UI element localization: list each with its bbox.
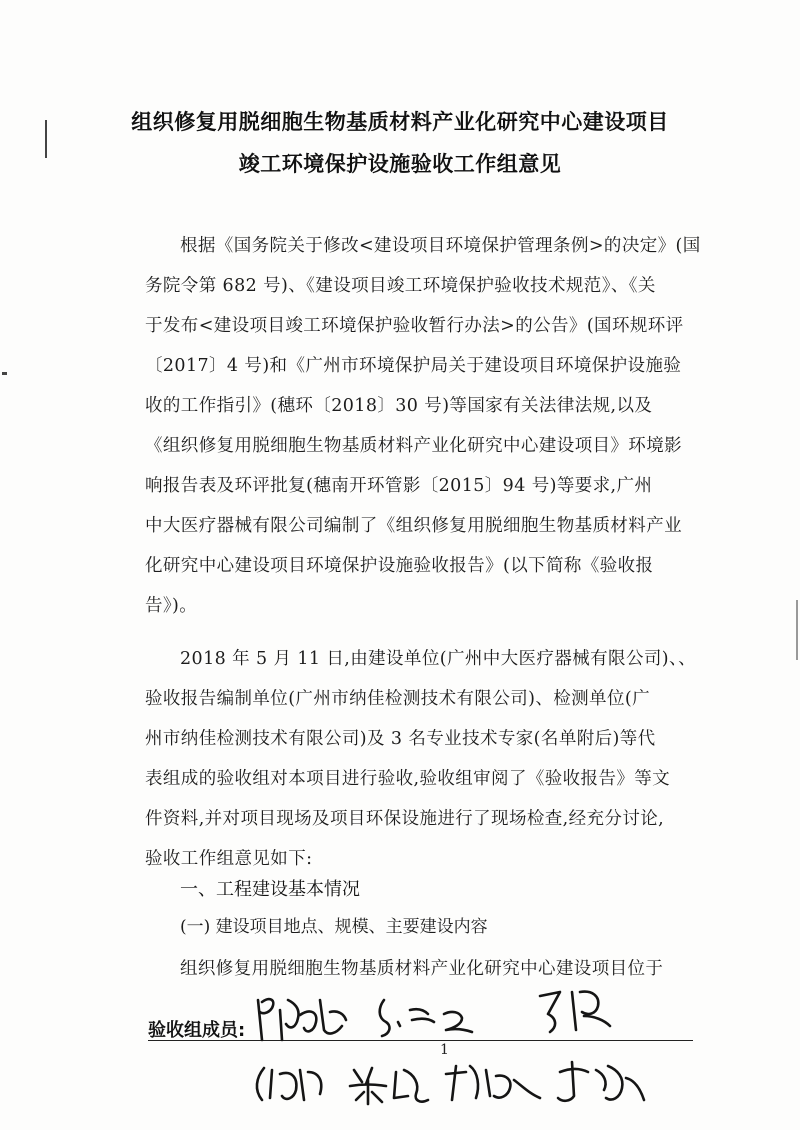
paragraph-1-line: 收的工作指引》(穗环〔2018〕30 号)等国家有关法律法规,以及 (145, 396, 653, 416)
signature-7 (558, 1062, 644, 1101)
paragraph-1-line: 于发布<建设项目竣工环境保护验收暂行办法>的公告》(国环规环评 (145, 316, 684, 336)
paragraph-2-line: 表组成的验收组对本项目进行验收,验收组审阅了《验收报告》等文 (145, 769, 671, 789)
signature-6 (446, 1066, 540, 1100)
paragraph-2-line: 件资料,并对项目现场及项目环保设施进行了现场检查,经充分讨论, (145, 809, 665, 829)
signature-5 (350, 1068, 428, 1104)
paragraph-3-line: 组织修复用脱细胞生物基质材料产业化研究中心建设项目位于 (180, 959, 664, 979)
paragraph-1-line: 告》)。 (145, 596, 198, 616)
signature-3 (540, 992, 610, 1032)
paragraph-2-line: 验收报告编制单位(广州市纳佳检测技术有限公司)、检测单位(广 (145, 689, 650, 709)
signature-2 (380, 1000, 472, 1036)
scan-artifact-edge (796, 600, 798, 660)
signature-1 (258, 999, 346, 1040)
signature-label: 验收组成员: (148, 1020, 246, 1041)
paragraph-1-line: 化研究中心建设项目环境保护设施验收报告》(以下简称《验收报 (145, 556, 654, 576)
paragraph-1-line: 根据《国务院关于修改<建设项目环境保护管理条例>的决定》(国 (180, 236, 701, 256)
paragraph-1-line: 务院令第 682 号)、《建设项目竣工环境保护验收技术规范》、《关 (145, 276, 656, 296)
signature-4 (257, 1068, 321, 1100)
paragraph-2-line: 验收工作组意见如下: (145, 849, 313, 869)
subsection-heading: (一) 建设项目地点、规模、主要建设内容 (180, 917, 488, 937)
paragraph-1-line: 中大医疗器械有限公司编制了《组织修复用脱细胞生物基质材料产业 (145, 516, 682, 536)
paragraph-1-line: 《组织修复用脱细胞生物基质材料产业化研究中心建设项目》环境影 (145, 436, 682, 456)
paragraph-2-line: 州市纳佳检测技术有限公司)及 3 名专业技术专家(名单附后)等代 (145, 729, 656, 749)
section-heading: 一、工程建设基本情况 (180, 879, 360, 900)
signature-underline (148, 1040, 693, 1041)
paragraph-1-line: 响报告表及环评批复(穗南开环管影〔2015〕94 号)等要求,广州 (145, 476, 653, 496)
document-title-line-2: 竣工环境保护设施验收工作组意见 (238, 152, 562, 176)
paragraph-2-line: 2018 年 5 月 11 日,由建设单位(广州中大医疗器械有限公司)、、 (180, 649, 697, 669)
paragraph-1-line: 〔2017〕4 号)和《广州市环境保护局关于建设项目环境保护设施验 (145, 356, 682, 376)
document-title-line-1: 组织修复用脱细胞生物基质材料产业化研究中心建设项目 (131, 110, 669, 134)
scan-artifact-dot (2, 372, 7, 375)
page-number: 1 (440, 1042, 449, 1058)
